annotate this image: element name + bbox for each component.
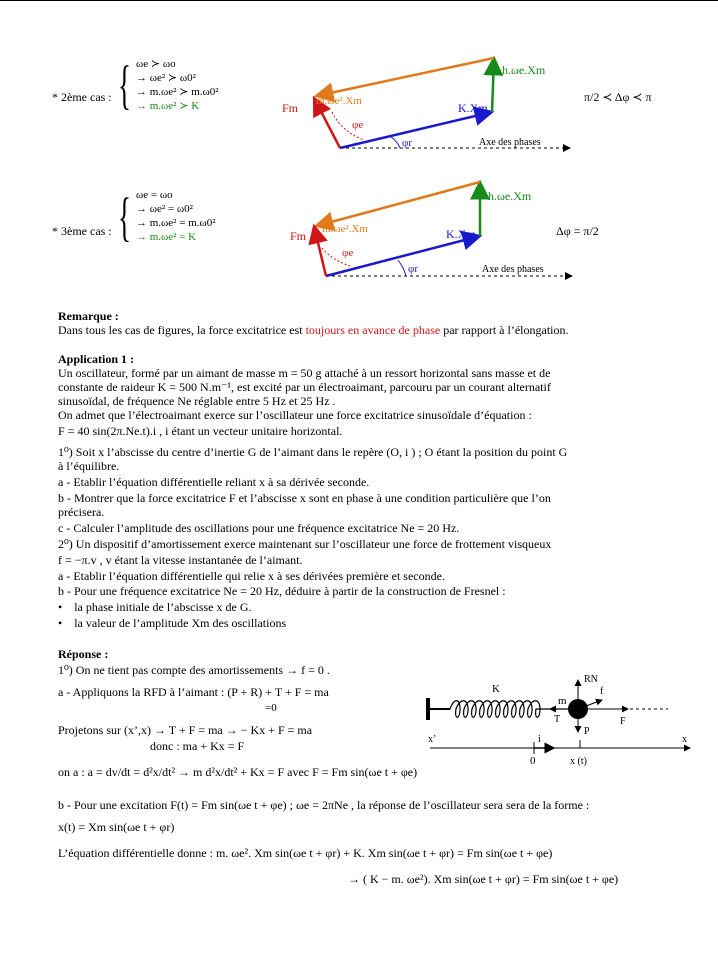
bullet-2-text: la valeur de l’amplitude Xm des oscillations [74,616,287,630]
application-q1: 1⁰) Soit x l’abscisse du centre d’inertie G de l’aimant dans le repère (O, i ) ; O étant la position du point G [58,445,568,459]
application-title: Application 1 : [58,352,135,366]
top-rule [0,0,718,1]
fig-F: F [620,716,626,727]
fig-zero: 0 [530,755,536,767]
fig-i: i [538,734,541,745]
case2-label: * 2ème cas : [52,90,112,104]
case3-line-4: → m.ωe² = K [136,231,197,243]
case3-line-3: → m.ωe² = m.ω0² [136,217,216,229]
case3-line-2: → ωe² = ω0² [136,203,193,215]
case3-line-1: ωe = ωo [136,189,173,201]
case2-fresnel-diagram [272,52,582,162]
bullet-1 [58,600,673,614]
reponse-r1: 1⁰) On ne tient pas compte des amortissements → f = 0 . [58,663,330,677]
case3-phi-r-label: φr [408,263,419,275]
case2-h-vector [492,58,494,112]
application-p2: constante de raideur K = 500 N.m⁻¹, est excité par un électroaimant, parcouru par un courant alternatif [58,380,551,394]
case2-axis-label: Axe des phases [479,137,541,148]
fig-RN: RN [584,674,598,685]
case3-mw-vector [316,182,480,226]
case2-line-1: ωe ≻ ωo [136,58,176,70]
case3-brace: { [118,187,131,247]
fig-xt: x (t) [570,756,587,767]
application-qa: a - Etablir l’équation différentielle reliant x à sa dérivée seconde. [58,475,370,489]
case2-line-2: → ωe² ≻ ω0² [136,72,196,84]
case3-phi-e-label: φe [342,247,354,259]
fig-T: T [554,714,561,725]
application-q2: 2⁰) Un dispositif d’amortissement exerce maintenant sur l’oscillateur une force de frottement visqueux [58,537,552,551]
fig-K: K [492,683,500,695]
bullet-dot-2: • [58,616,75,630]
case2-phi-e-label: φe [352,119,364,131]
application-q1b: à l’équilibre. [58,459,120,473]
case2-conditions [136,57,219,113]
case2-mw-label: m.ωe².Xm [316,95,362,107]
case2-brace: { [118,55,131,115]
reponse-r9: → ( K − m. ωe²). Xm sin(ωe t + φr) = Fm sin(ωe t + φe) [348,872,619,886]
case2-line-3: → m.ωe² ≻ m.ω0² [136,86,219,98]
case2-condition: π/2 ≺ Δφ ≺ π [584,90,652,104]
reponse-r3: Projetons sur (x’,x) → T + F = ma → − Kx + F = ma [58,723,313,737]
reponse-r5: on a : a = dv/dt = d²x/dt² → m d²x/dt² + Kx = F avec F = Fm sin(ωe t + φe) [58,765,418,779]
application-p1: Un oscillateur, formé par un aimant de masse m = 50 g attaché à un ressort horizontal sans masse et de [58,366,551,380]
fig-x: x [682,734,687,745]
bullet-2 [58,616,673,630]
remarque-text [58,323,673,337]
case3-mw-label: m.ωe².Xm [322,223,368,235]
reponse-r4: donc : ma + Kx = F [150,739,245,753]
application-q2a: a - Etablir l’équation différentielle qui relie x à ses dérivées première et seconde. [58,569,445,583]
case2-kx-label: K.Xm [458,101,488,115]
case2-line-4: → m.ωe² ≻ K [136,100,200,112]
application-q2b: f = −π.v , v étant la vitesse instantanée de l’aimant. [58,553,303,567]
wall [426,698,430,720]
case3-fresnel-diagram [272,176,582,280]
case3-kx-label: K.Xm [446,227,476,241]
reponse-r2: a - Appliquons la RFD à l’aimant : (P + R) + T + F = ma [58,685,329,699]
remarque-highlight: toujours en avance de phase [305,323,441,337]
case3-phi-r-arc [398,260,406,276]
remarque-title: Remarque : [58,309,119,323]
reponse-title: Réponse : [58,647,109,661]
application-qc: c - Calculer l’amplitude des oscillations pour une fréquence excitatrice Ne = 20 Hz. [58,521,460,535]
case3-conditions [136,188,216,244]
reponse-r2-sub: =0 [265,702,277,714]
fig-xprime: x’ [428,734,437,745]
application-q2bb: b - Pour une fréquence excitatrice Ne = 20 Hz, déduire à partir de la construction de Fresnel : [58,584,506,598]
application-p4: On admet que l’électroaimant exerce sur l’oscillateur une force excitatrice sinusoïdale d’équation : [58,408,532,422]
remarque-text-before: Dans tous les cas de figures, la force excitatrice est [58,323,306,337]
fig-m: m [558,695,567,707]
application-p3: sinusoïdal, de fréquence Ne réglable entre 5 Hz et 25 Hz . [58,394,336,408]
application-qb: b - Montrer que la force excitatrice F et l’abscisse x sont en phase à une condition particulière que l’on [58,491,551,505]
bullet-dot-1: • [58,600,75,614]
reponse-r6: b - Pour une excitation F(t) = Fm sin(ωe t + φe) ; ωe = 2πNe , la réponse de l’oscillateur sera sera de la forme : [58,798,590,812]
case3-label: * 3ème cas : [52,224,112,238]
fig-f: f [600,686,604,697]
application-p5: F = 40 sin(2π.Ne.t).i , i étant un vecteur unitaire horizontal. [58,424,343,438]
case2-phi-r-arc [390,136,400,148]
case3-condition: Δφ = π/2 [556,224,599,238]
reponse-r8: L’équation différentielle donne : m. ωe². Xm sin(ωe t + φr) + K. Xm sin(ωe t + φr) = Fm sin(ωe t + φe) [58,846,553,860]
case2-phi-r-label: φr [402,137,413,149]
fig-P: P [584,726,590,737]
case2-fm-label: Fm [282,101,299,115]
application-qb2: précisera. [58,505,105,519]
case2-h-label: h.ωe.Xm [502,63,546,77]
case3-fm-label: Fm [290,229,307,243]
spring-mass-figure [420,660,700,768]
case3-axis-label: Axe des phases [482,264,544,275]
reponse-r7: x(t) = Xm sin(ωe t + φr) [58,820,175,834]
bullet-1-text: la phase initiale de l’abscisse x de G. [74,600,252,614]
case3-h-label: h.ωe.Xm [488,189,532,203]
remarque-text-after: par rapport à l’élongation. [440,323,569,337]
case2-mw-vector [316,58,494,96]
